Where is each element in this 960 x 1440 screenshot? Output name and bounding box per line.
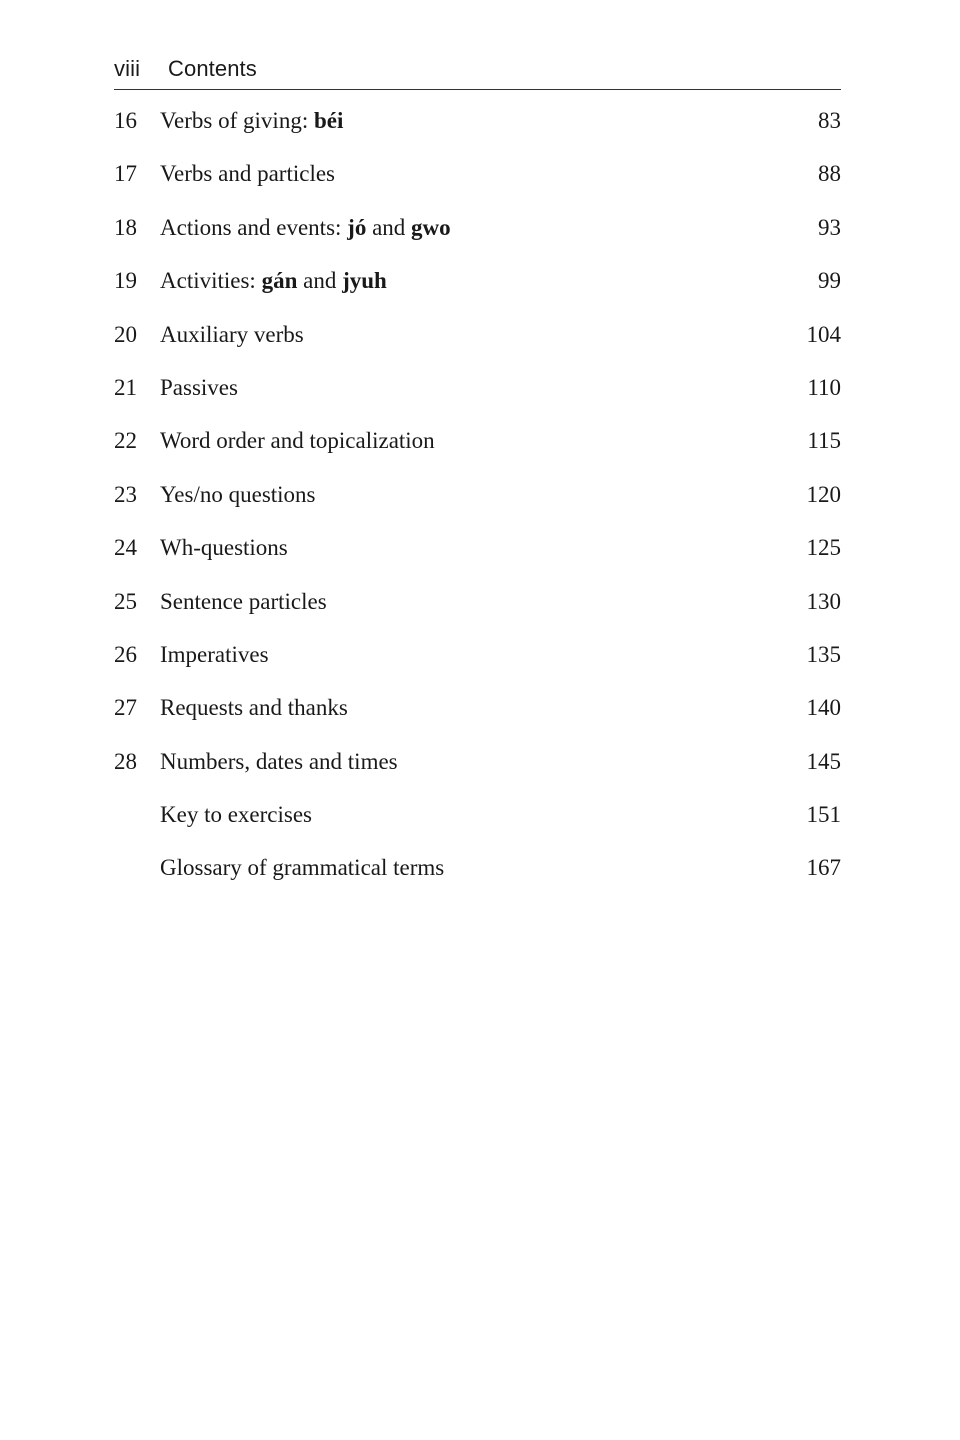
toc-entry-number: 16 xyxy=(114,108,137,133)
toc-entry-number: 27 xyxy=(114,695,137,721)
toc-title-term: gán xyxy=(261,268,298,294)
toc-entry[interactable] xyxy=(114,747,841,800)
toc-title-text: Glossary of grammatical terms xyxy=(160,855,445,881)
toc-title-text: Passives xyxy=(160,374,238,400)
toc-entry[interactable] xyxy=(114,800,841,853)
toc-entry-number: 20 xyxy=(114,321,137,347)
toc-title-text: Key to exercises xyxy=(160,802,312,828)
toc-title-text: Yes/no questions xyxy=(160,481,316,507)
toc-entry-title xyxy=(160,213,779,243)
toc-entry-title xyxy=(160,693,779,723)
running-head xyxy=(114,56,841,82)
toc-entry-page-number: 125 xyxy=(806,535,841,561)
toc-entry-title xyxy=(160,747,779,777)
toc-entry-title xyxy=(160,373,779,403)
toc-entry-number: 24 xyxy=(114,535,137,561)
page-title: Contents xyxy=(168,56,257,81)
toc-entry-page-number: 99 xyxy=(818,268,841,294)
toc-title-text: Actions and events: xyxy=(160,214,348,240)
toc-entry-title xyxy=(160,426,779,456)
toc-entry-page-number: 110 xyxy=(807,374,841,400)
toc-entry[interactable] xyxy=(114,426,841,479)
toc-title-text: Auxiliary verbs xyxy=(160,321,304,347)
toc-title-text: Verbs of giving: xyxy=(160,108,314,133)
header-divider xyxy=(114,89,841,90)
toc-entry-page-number: 167 xyxy=(806,855,841,881)
toc-title-text: Verbs and particles xyxy=(160,161,335,187)
toc-entry-number: 21 xyxy=(114,374,137,400)
toc-entry[interactable] xyxy=(114,853,841,906)
toc-entry-page-number: 93 xyxy=(818,214,841,240)
toc-title-text: Imperatives xyxy=(160,641,269,667)
toc-entry[interactable] xyxy=(114,640,841,693)
toc-entry-number: 25 xyxy=(114,588,137,614)
toc-entry[interactable] xyxy=(114,159,841,212)
toc-title-term: béi xyxy=(313,108,344,133)
toc-list xyxy=(114,106,841,907)
toc-entry-page-number: 151 xyxy=(806,802,841,828)
toc-entry-number: 23 xyxy=(114,481,137,507)
toc-entry-number: 18 xyxy=(114,214,137,240)
toc-entry[interactable] xyxy=(114,587,841,640)
toc-entry-page-number: 145 xyxy=(806,748,841,774)
toc-entry-page-number: 135 xyxy=(806,641,841,667)
toc-entry-title xyxy=(160,587,779,617)
toc-title-term: jyuh xyxy=(342,268,387,294)
toc-entry-page-number: 115 xyxy=(807,428,841,454)
page-folio: viii xyxy=(114,56,141,81)
toc-entry[interactable] xyxy=(114,480,841,533)
toc-title-term: gwo xyxy=(411,214,451,240)
toc-entry-page-number: 140 xyxy=(806,695,841,721)
toc-entry-number: 17 xyxy=(114,161,137,187)
toc-entry-title xyxy=(160,853,779,883)
toc-entry[interactable] xyxy=(114,320,841,373)
toc-entry-title xyxy=(160,106,779,136)
toc-entry-page-number: 83 xyxy=(818,108,841,133)
toc-title-text: and xyxy=(366,214,412,240)
toc-title-text: Activities: xyxy=(160,268,262,294)
toc-entry-page-number: 104 xyxy=(806,321,841,347)
toc-entry[interactable] xyxy=(114,106,841,159)
toc-entry-number: 22 xyxy=(114,428,137,454)
toc-entry-title xyxy=(160,640,779,670)
toc-title-text: Requests and thanks xyxy=(160,695,348,721)
toc-entry[interactable] xyxy=(114,213,841,266)
toc-title-text: and xyxy=(297,268,343,294)
toc-entry-title xyxy=(160,266,779,296)
toc-entry[interactable] xyxy=(114,533,841,586)
toc-title-term: jó xyxy=(347,214,367,240)
toc-entry-page-number: 130 xyxy=(806,588,841,614)
toc-entry-title xyxy=(160,320,779,350)
toc-entry[interactable] xyxy=(114,693,841,746)
toc-entry-title xyxy=(160,159,779,189)
toc-entry-title xyxy=(160,480,779,510)
toc-entry-title xyxy=(160,533,779,563)
toc-entry-number: 26 xyxy=(114,641,137,667)
toc-entry-title xyxy=(160,800,779,830)
toc-title-text: Sentence particles xyxy=(160,588,327,614)
toc-entry-number: 28 xyxy=(114,748,137,774)
toc-entry-number: 19 xyxy=(114,268,137,294)
toc-entry[interactable] xyxy=(114,266,841,319)
toc-entry-page-number: 120 xyxy=(806,481,841,507)
toc-title-text: Wh-questions xyxy=(160,535,288,561)
toc-entry-page-number: 88 xyxy=(818,161,841,187)
toc-title-text: Numbers, dates and times xyxy=(160,748,398,774)
toc-entry[interactable] xyxy=(114,373,841,426)
toc-title-text: Word order and topicalization xyxy=(160,428,435,454)
